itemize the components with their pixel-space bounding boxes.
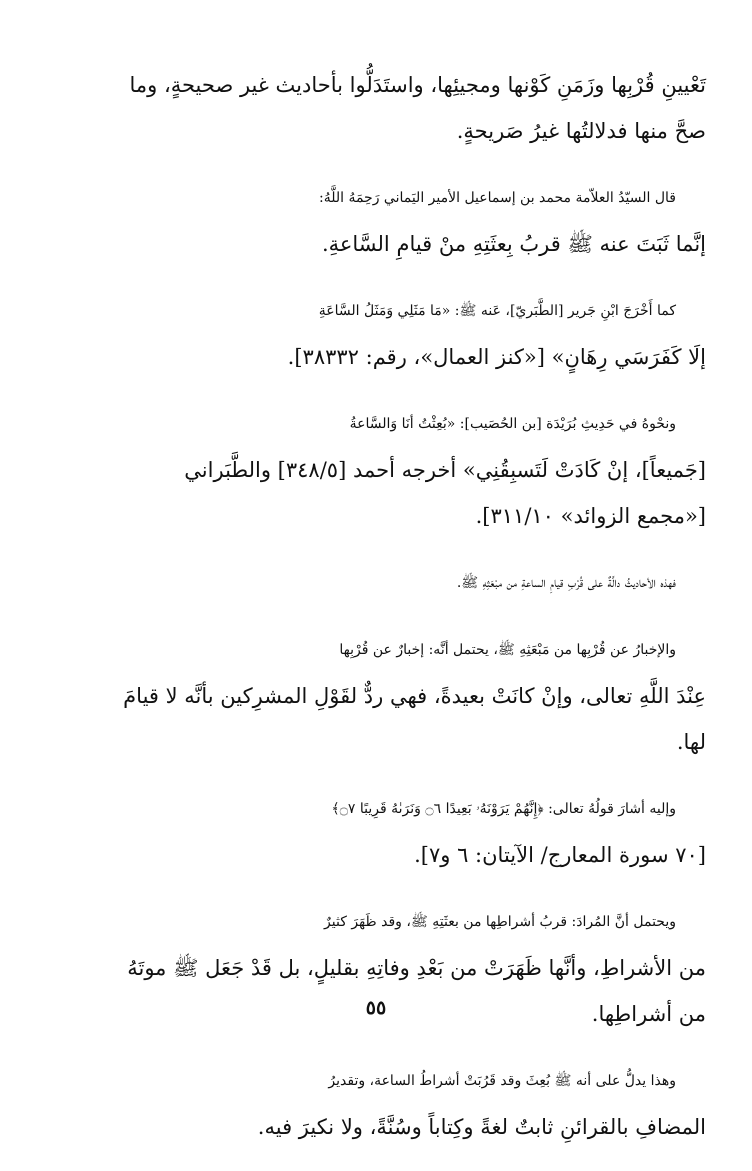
text-line: ونحْوهُ في حَدِيثِ بُرَيْدَة [بن الحُصَيب]: «بُعِثْتُ أنَا وَالسَّاعةُ bbox=[349, 416, 676, 432]
paragraph-9 bbox=[78, 1058, 706, 1150]
text-line: إلَا كَفَرَسَي رِهَانٍ» [«كنز العمال»، رقم: ٣٨٣٣٢]. bbox=[287, 345, 706, 369]
text-line: إنَّما ثَبَتَ عنه ﷺ قربُ بِعثَتِهِ منْ قيامِ السَّاعةِ. bbox=[321, 232, 706, 256]
paragraph-7 bbox=[78, 786, 706, 878]
text-line: [«مجمع الزوائد» ٣١١/١٠]. bbox=[475, 504, 706, 528]
text-line: عِنْدَ اللَّهِ تعالى، وإنْ كانَتْ بعيدةً، فهي ردٌّ لقَوْلِ المشرِكين بأنَّه لا قيامَ bbox=[123, 684, 706, 708]
text-line: قال السيّدُ العلاّمة محمد بن إسماعيل الأمير اليَماني رَحِمَهُ اللَّهُ: bbox=[318, 190, 676, 206]
text-line: تَعْيينِ قُرْبِها وزَمَنِ كَوْنها ومجيئِها، واستَدَلُّوا بأحاديث غير صحيحةٍ، وما bbox=[129, 73, 706, 97]
paragraph-6 bbox=[78, 627, 706, 765]
text-line: صحَّ منها فدلالتُها غيرُ صَريحةٍ. bbox=[456, 119, 706, 143]
text-line: من الأشراطِ، وأنَّها ظَهَرَتْ من بَعْدِ وفاتِهِ بقليلٍ، بل قَدْ جَعَل ﷺ موتَهُ bbox=[127, 956, 706, 980]
text-line: لها. bbox=[676, 730, 706, 754]
text-line: المضافِ بالقرائنِ ثابتٌ لغةً وكِتاباً وسُنَّةً، ولا نكيرَ فيه. bbox=[257, 1115, 706, 1139]
paragraph-2 bbox=[78, 175, 706, 267]
text-line: فهذه الأحاديثُ دالَّةٌ على قُرْبِ قيامِ الساعةِ من مبْعَثِهِ ﷺ. bbox=[456, 575, 676, 591]
text-line: ويحتمل أنَّ المُرادَ: قربُ أشراطِها من بعثَتِهِ ﷺ، وقد ظَهَرَ كثيرٌ bbox=[324, 914, 676, 930]
text-line: كما أَخْرَجَ ابْنِ جَرير [الطَّبَريّ]، عَنه ﷺ: «مَا مَثَلِي وَمَثَلُ السَّاعَةِ bbox=[318, 303, 676, 319]
text-line: وهذا يدلُّ على أنه ﷺ بُعِثَ وقد قَرُبَتْ أشراطُ الساعة، وتقديرُ bbox=[328, 1073, 676, 1089]
text-line: [جَميعاً]، إنْ كَادَتْ لَتَسبِقُنِي» أخرجه أحمد [٣٤٨/٥] والطَّبَراني bbox=[184, 458, 706, 482]
quran-verse-line: وإليه أشارَ قولُهُ تعالى: ﴿إِنَّهُمْ يَرَوْنَهُۥ بَعِيدًا ۝٦ وَنَرَىٰهُ قَرِيبًا ۝٧﴾ bbox=[331, 801, 676, 817]
paragraph-3 bbox=[78, 288, 706, 380]
paragraph-5 bbox=[78, 560, 706, 606]
paragraph-4 bbox=[78, 401, 706, 539]
page-number: ٥٥ bbox=[365, 997, 387, 1019]
paragraph-1 bbox=[78, 62, 706, 154]
text-line: والإخبارُ عن قُرْبِها من مَبْعَثِهِ ﷺ، يحتمل أنَّه: إخبارٌ عن قُرْبِها bbox=[339, 642, 676, 658]
text-line: [٧٠ سورة المعارج/ الآيتان: ٦ و٧]. bbox=[414, 843, 706, 867]
text-line: من أشراطِها. bbox=[591, 1002, 706, 1026]
